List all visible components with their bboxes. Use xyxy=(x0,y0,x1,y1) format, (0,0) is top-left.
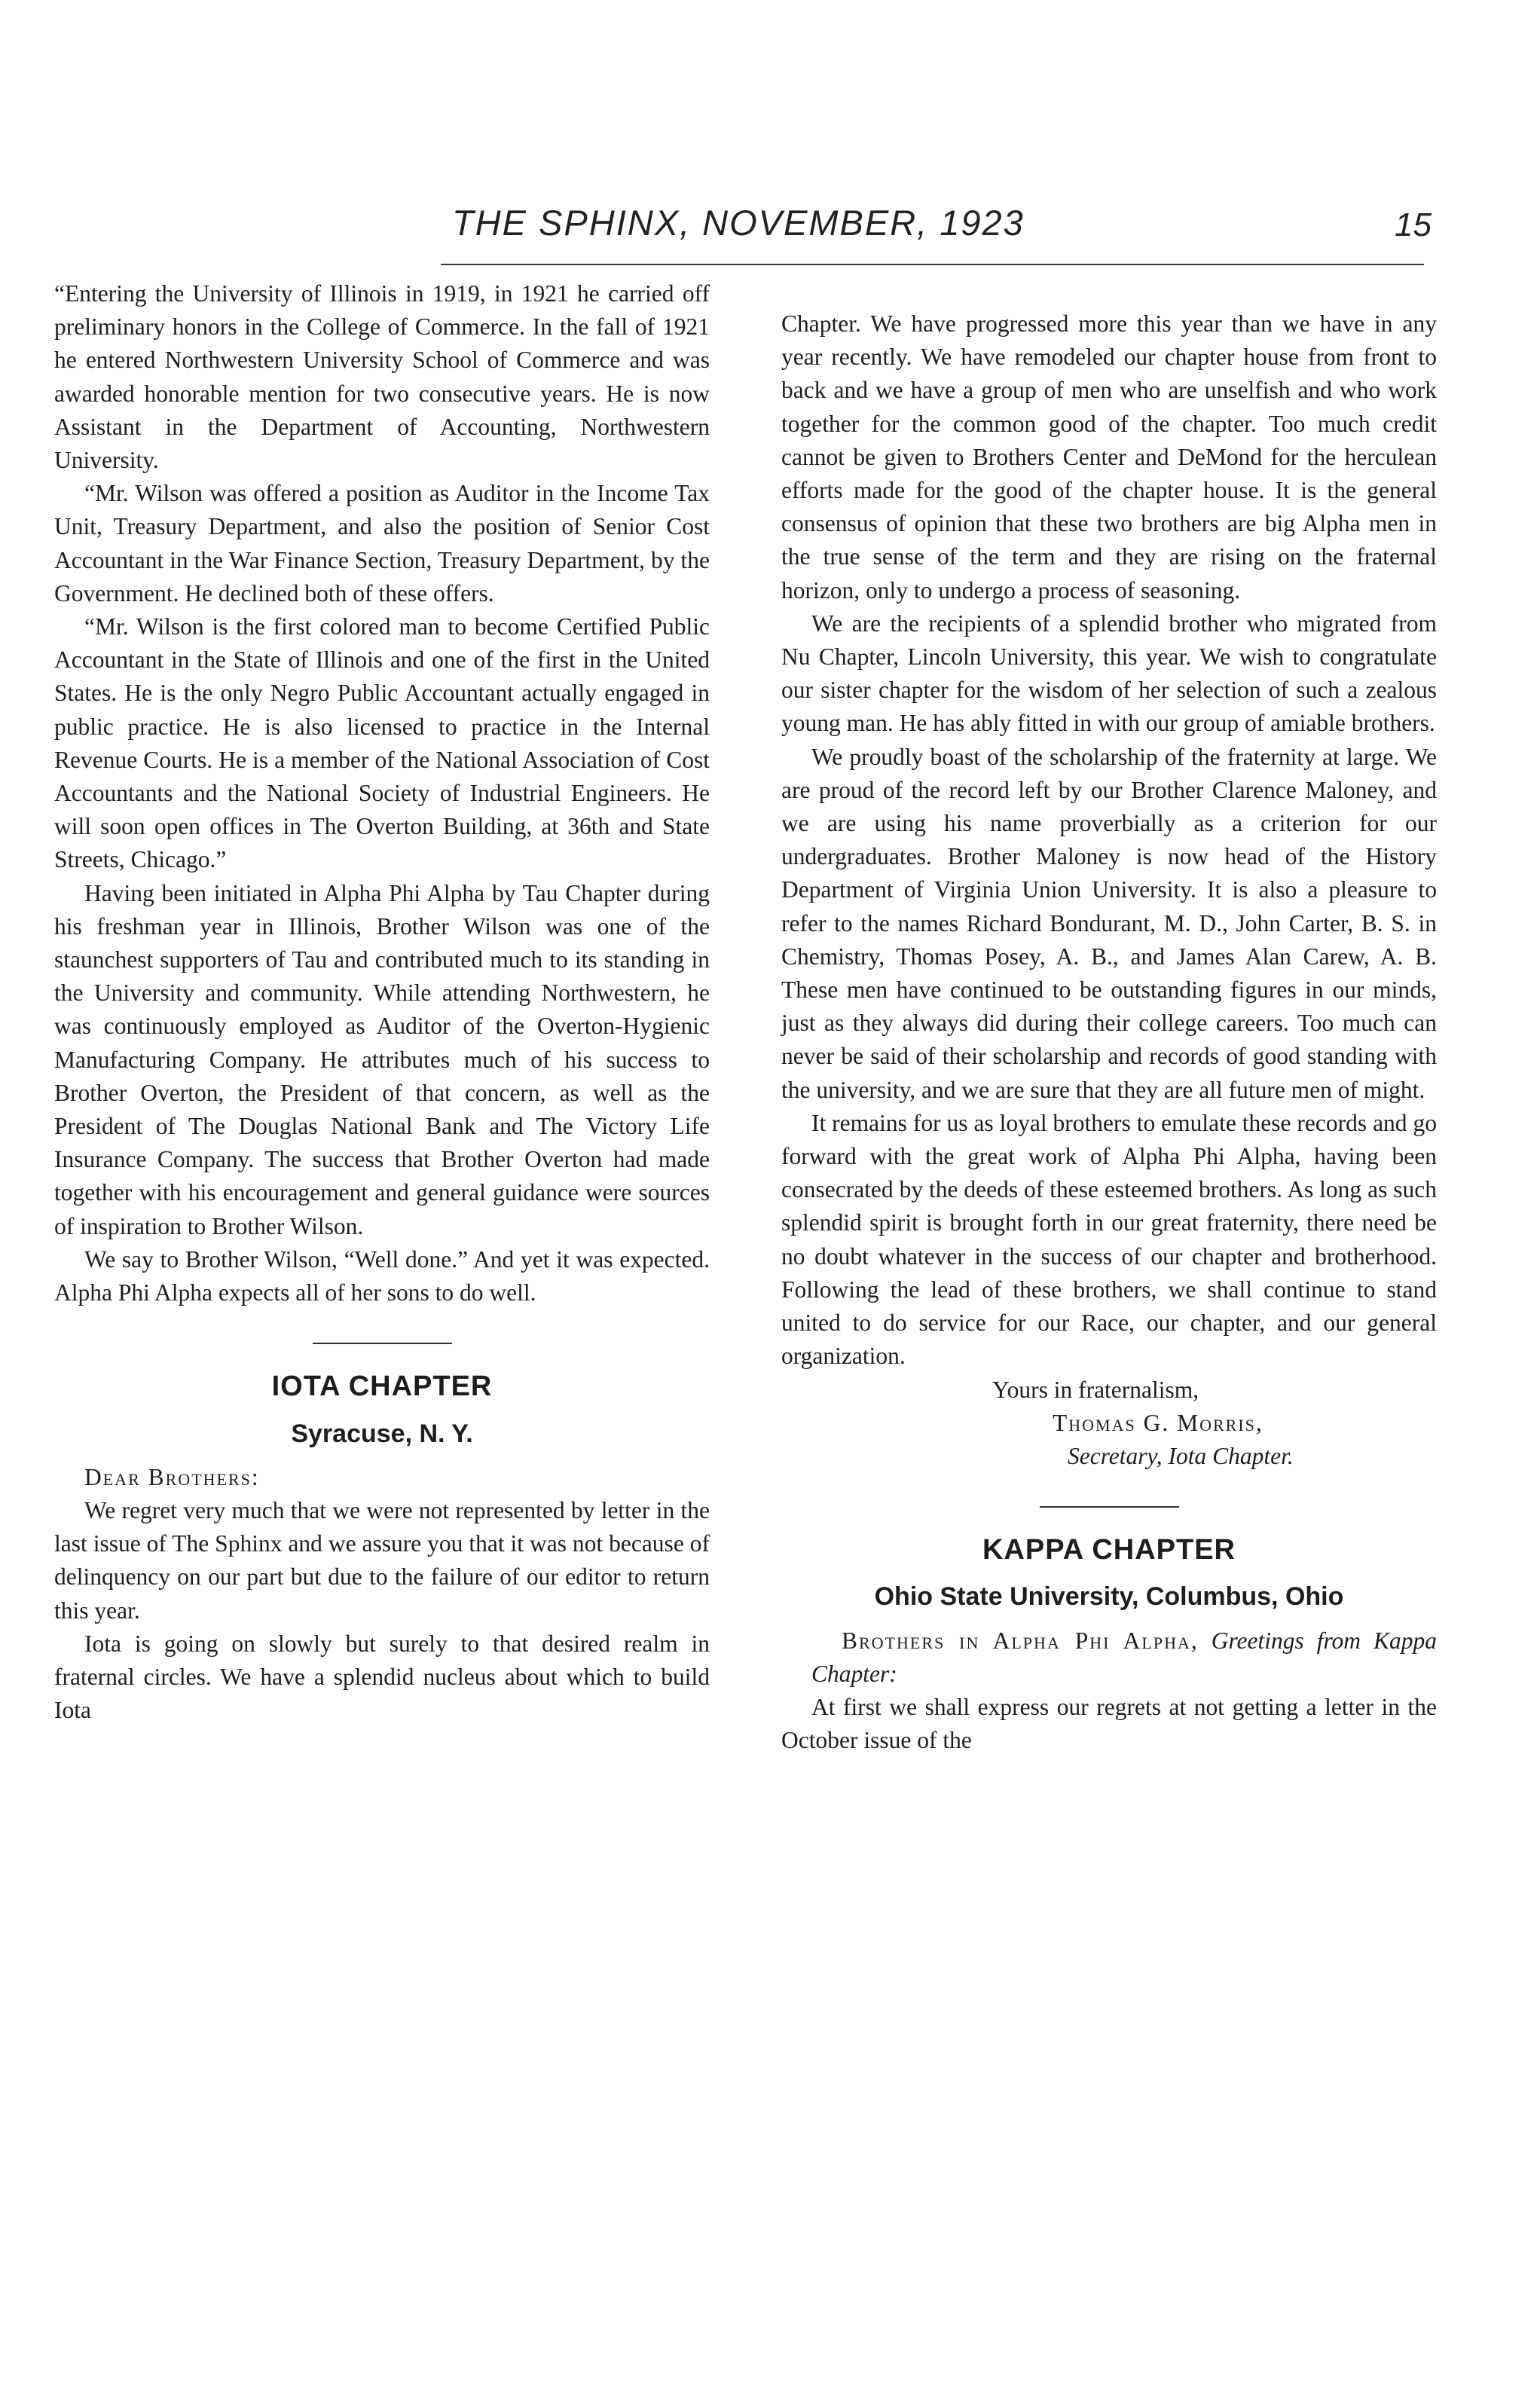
right-column xyxy=(781,307,1437,1757)
paragraph: “Entering the University of Illinois in 1919, in 1921 he carried off preliminary honors in the College of Commerce. In the fall of 1921 he entered Northwestern University School of Commerce and was awarded honorable mention for two consecutive years. He is now Assistant in the Department of Accounting, Northwestern University. xyxy=(54,280,710,474)
section-divider xyxy=(313,1343,452,1344)
greeting-prefix: Brothers in Alpha Phi Alpha, xyxy=(842,1627,1199,1654)
paragraph: We proudly boast of the scholarship of the fraternity at large. We are proud of the record left by our Brother Clarence Maloney, and we are using his name proverbially as a criterion for our undergraduates. Brother Maloney is now head of the History Department of Virginia Union University. It is also a pleasure to refer to the names Richard Bondurant, M. D., John Carter, B. S. in Chemistry, Thomas Posey, A. B., and James Alan Carew, A. B. These men have continued to be outstanding figures in our minds, just as they always did during their college careers. Too much can never be said of their scholarship and records of good standing with the university, and we are sure that they are all future men of might. xyxy=(781,743,1437,1103)
salutation: Dear Brothers: xyxy=(84,1463,260,1490)
signature-title: Secretary, Iota Chapter. xyxy=(1068,1442,1294,1469)
letter-closing: Yours in fraternalism, xyxy=(992,1376,1199,1403)
paragraph: At first we shall express our regrets at not getting a letter in the October issue of the xyxy=(781,1693,1437,1754)
iota-chapter-location: Syracuse, N. Y. xyxy=(291,1419,473,1448)
signature-name: Thomas G. Morris, xyxy=(1053,1409,1263,1436)
header-rule xyxy=(441,264,1424,265)
kappa-chapter-heading: KAPPA CHAPTER xyxy=(982,1534,1236,1566)
greeting-suffix: Greetings from Kappa Chapter: xyxy=(811,1627,1437,1687)
paragraph: Having been initiated in Alpha Phi Alpha by Tau Chapter during his freshman year in Illinois, Brother Wilson was one of the staunchest supporters of Tau and contributed much to its standing in the University and community. While attending Northwestern, he was continuously employed as Auditor of the Overton-Hygienic Manufacturing Company. He attributes much of his success to Brother Overton, the President of that concern, as well as the President of The Douglas National Bank and The Victory Life Insurance Company. The success that Brother Overton had made together with his encouragement and general guidance were sources of inspiration to Brother Wilson. xyxy=(54,879,710,1239)
paragraph: We say to Brother Wilson, “Well done.” And yet it was expected. Alpha Phi Alpha expects all of her sons to do well. xyxy=(54,1245,710,1306)
paragraph: Chapter. We have progressed more this year than we have in any year recently. We have remodeled our chapter house from front to back and we have a group of men who are unselfish and who work together for the common good of the chapter. Too much credit cannot be given to Brothers Center and DeMond for the herculean efforts made for the good of the chapter house. It is the general consensus of opinion that these two brothers are big Alpha men in the true sense of the term and they are rising on the fraternal horizon, only to undergo a process of seasoning. xyxy=(781,310,1437,604)
paragraph: We regret very much that we were not represented by letter in the last issue of The Sphinx and we assure you that it was not because of delinquency on our part but due to the failure of our editor to return this year. xyxy=(54,1496,710,1624)
paragraph: “Mr. Wilson is the first colored man to become Certified Public Accountant in the State of Illinois and one of the first in the United States. He is the only Negro Public Accountant actually engaged in public practice. He is also licensed to practice in the Internal Revenue Courts. He is a member of the National Association of Cost Accountants and the National Society of Industrial Engineers. He will soon open offices in The Overton Building, at 36th and State Streets, Chicago.” xyxy=(54,613,710,873)
iota-chapter-heading: IOTA CHAPTER xyxy=(271,1371,493,1403)
header-title: THE SPHINX, NOVEMBER, 1923 xyxy=(452,203,1025,243)
paragraph: It remains for us as loyal brothers to emulate these records and go forward with the great work of Alpha Phi Alpha, having been consecrated by the deeds of these esteemed brothers. As long as such splendid spirit is brought forth in our great fraternity, there need be no doubt whatever in the success of our chapter and brotherhood. Following the lead of these brothers, we shall continue to stand united to do service for our Race, our chapter, and our general organization. xyxy=(781,1109,1437,1370)
section-divider xyxy=(1040,1506,1179,1508)
running-header xyxy=(452,202,1432,262)
greeting xyxy=(781,1624,1437,1691)
paragraph: “Mr. Wilson was offered a position as Auditor in the Income Tax Unit, Treasury Department, and also the position of Senior Cost Accountant in the War Finance Section, Treasury Department, by the Government. He declined both of these offers. xyxy=(54,480,710,607)
paragraph: Iota is going on slowly but surely to that desired realm in fraternal circles. We have a splendid nucleus about which to build Iota xyxy=(54,1630,710,1724)
paragraph: We are the recipients of a splendid brother who migrated from Nu Chapter, Lincoln University, this year. We wish to congratulate our sister chapter for the wisdom of her selection of such a zealous young man. He has ably fitted in with our group of amiable brothers. xyxy=(781,610,1437,737)
page-number: 15 xyxy=(1395,206,1432,243)
kappa-chapter-location: Ohio State University, Columbus, Ohio xyxy=(874,1582,1344,1612)
left-column xyxy=(54,277,710,1727)
